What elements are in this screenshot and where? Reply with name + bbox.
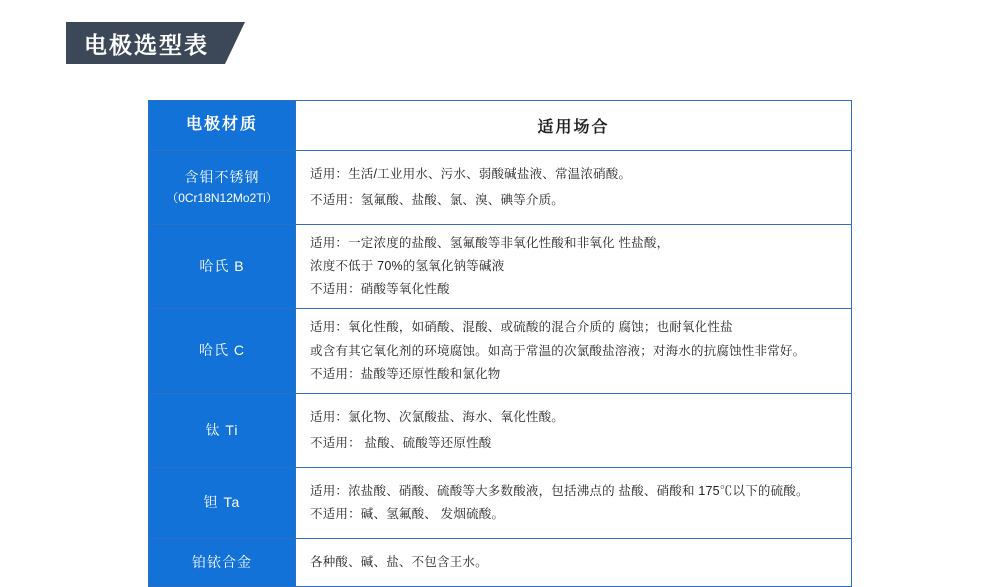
cell-application [296, 150, 852, 224]
table-row [149, 539, 852, 587]
application-line: 适用：浓盐酸、硝酸、硫酸等大多数酸液，包括沸点的 盐酸、硝酸和 175℃以下的硫酸。 [310, 484, 809, 499]
application-line: 不适用：硝酸等氧化性酸 [310, 282, 450, 297]
material-name: 钛 Ti [205, 421, 239, 438]
header-cell-material: 电极材质 [149, 101, 296, 151]
page-title: 电极选型表 [66, 22, 225, 64]
table-row [149, 225, 852, 309]
cell-material [149, 468, 296, 539]
cell-application [296, 393, 852, 467]
table-header-row [149, 101, 852, 151]
material-name: 哈氏 B [199, 257, 245, 274]
cell-application [296, 468, 852, 539]
cell-material [149, 539, 296, 587]
material-name: 铂铱合金 [192, 554, 252, 571]
cell-application [296, 309, 852, 393]
application-line: 浓度不低于 70%的氢氧化钠等碱液 [310, 259, 505, 274]
material-name: 钽 Ta [203, 494, 241, 511]
application-line: 适用：氯化物、次氯酸盐、海水、氧化性酸。 [310, 409, 565, 424]
electrode-selection-table-wrapper [148, 100, 852, 587]
application-line: 适用：氧化性酸，如硝酸、混酸、或硫酸的混合介质的 腐蚀；也耐氧化性盐 [310, 320, 733, 335]
cell-material [149, 309, 296, 393]
material-name: 哈氏 C [199, 342, 245, 359]
cell-application [296, 539, 852, 587]
application-line: 适用：一定浓度的盐酸、氢氟酸等非氧化性酸和非氧化 性盐酸， [310, 236, 670, 251]
application-line: 不适用： 盐酸、硫酸等还原性酸 [310, 435, 492, 450]
table-row [149, 150, 852, 224]
page-title-banner [66, 22, 245, 64]
application-line: 不适用：盐酸等还原性酸和氯化物 [310, 366, 501, 381]
cell-material [149, 225, 296, 309]
electrode-selection-table [148, 100, 852, 587]
title-banner-tail [225, 22, 245, 64]
table-row [149, 309, 852, 393]
table-row [149, 468, 852, 539]
material-name: 含钼不锈钢 [184, 169, 260, 186]
material-code: （0Cr18N12Mo2Ti） [166, 190, 278, 205]
application-line: 不适用：氢氟酸、盐酸、氯、溴、碘等介质。 [310, 192, 565, 207]
application-line: 或含有其它氧化剂的环境腐蚀。如高于常温的次氯酸盐溶液；对海水的抗腐蚀性非常好。 [310, 343, 806, 358]
table-row [149, 393, 852, 467]
cell-material [149, 150, 296, 224]
application-line: 适用：生活/工业用水、污水、弱酸碱盐液、常温浓硝酸。 [310, 166, 632, 181]
header-cell-application: 适用场合 [296, 101, 852, 151]
application-line: 不适用：碱、氢氟酸、 发烟硫酸。 [310, 507, 505, 522]
cell-material [149, 393, 296, 467]
application-line: 各种酸、碱、盐、不包含王水。 [310, 555, 488, 570]
cell-application [296, 225, 852, 309]
